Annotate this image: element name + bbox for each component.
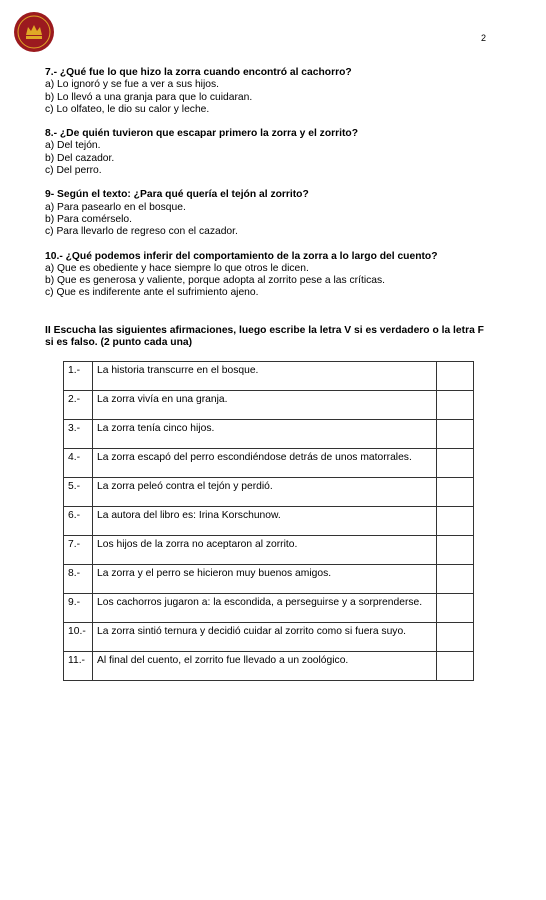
table-row: [64, 652, 474, 681]
option-c: c) Que es indiferente ante el sufrimiento ajeno.: [45, 287, 259, 299]
option-b: b) Que es generosa y valiente, porque adopta al zorrito pese a las críticas.: [45, 275, 385, 287]
answer-cell[interactable]: [437, 565, 474, 594]
option-c: c) Del perro.: [45, 165, 102, 177]
answer-cell[interactable]: [437, 391, 474, 420]
question-7: [45, 67, 495, 116]
table-row: [64, 478, 474, 507]
option-b: b) Del cazador.: [45, 152, 115, 164]
option-a: a) Lo ignoró y se fue a ver a sus hijos.: [45, 79, 219, 91]
option-b: b) Para comérselo.: [45, 213, 132, 225]
option-b: b) Lo llevó a una granja para que lo cuidaran.: [45, 91, 253, 103]
answer-cell[interactable]: [437, 623, 474, 652]
statement-number: 1.-: [64, 362, 93, 391]
statement-text: La zorra vivía en una granja.: [93, 391, 437, 420]
question-9: [45, 189, 495, 238]
statement-text: La zorra tenía cinco hijos.: [93, 420, 437, 449]
table-row: [64, 565, 474, 594]
statement-text: La zorra escapó del perro escondiéndose detrás de unos matorrales.: [93, 449, 437, 478]
statement-text: La zorra y el perro se hicieron muy buenos amigos.: [93, 565, 437, 594]
true-false-table: [63, 361, 474, 681]
table-row: [64, 420, 474, 449]
statement-number: 8.-: [64, 565, 93, 594]
statement-number: 4.-: [64, 449, 93, 478]
question-8: [45, 128, 495, 177]
statement-text: Los cachorros jugaron a: la escondida, a perseguirse y a sorprenderse.: [93, 594, 437, 623]
statement-text: La historia transcurre en el bosque.: [93, 362, 437, 391]
answer-cell[interactable]: [437, 594, 474, 623]
answer-cell[interactable]: [437, 362, 474, 391]
question-title: 7.- ¿Qué fue lo que hizo la zorra cuando encontró al cachorro?: [45, 67, 352, 78]
option-a: a) Del tejón.: [45, 140, 101, 152]
page-number: 2: [481, 33, 487, 43]
statement-number: 11.-: [64, 652, 93, 681]
table-row: [64, 536, 474, 565]
statement-number: 5.-: [64, 478, 93, 507]
question-title: 8.- ¿De quién tuvieron que escapar primero la zorra y el zorrito?: [45, 128, 358, 140]
school-logo: [13, 11, 55, 53]
answer-cell[interactable]: [437, 536, 474, 565]
answer-cell[interactable]: [437, 420, 474, 449]
option-c: c) Lo olfateo, le dio su calor y leche.: [45, 103, 210, 115]
statement-number: 6.-: [64, 507, 93, 536]
table-row: [64, 391, 474, 420]
table-row: [64, 449, 474, 478]
option-a: a) Que es obediente y hace siempre lo que otros le dicen.: [45, 262, 309, 274]
question-title: 9- Según el texto: ¿Para qué quería el tejón al zorrito?: [45, 189, 309, 201]
statement-number: 3.-: [64, 420, 93, 449]
statement-text: Al final del cuento, el zorrito fue llevado a un zoológico.: [93, 652, 437, 681]
section-ii-title: II Escucha las siguientes afirmaciones, luego escribe la letra V si es verdadero o la letra F si es falso. (2 punto cada una): [45, 324, 484, 349]
option-a: a) Para pasearlo en el bosque.: [45, 201, 186, 213]
answer-cell[interactable]: [437, 478, 474, 507]
answer-cell[interactable]: [437, 449, 474, 478]
statement-text: La zorra peleó contra el tejón y perdió.: [93, 478, 437, 507]
table-row: [64, 594, 474, 623]
table-row: [64, 507, 474, 536]
answer-cell[interactable]: [437, 652, 474, 681]
statement-number: 9.-: [64, 594, 93, 623]
answer-cell[interactable]: [437, 507, 474, 536]
statement-text: Los hijos de la zorra no aceptaron al zorrito.: [93, 536, 437, 565]
statement-text: La autora del libro es: Irina Korschunow.: [93, 507, 437, 536]
table-row: [64, 362, 474, 391]
option-c: c) Para llevarlo de regreso con el cazador.: [45, 226, 238, 238]
statement-text: La zorra sintió ternura y decidió cuidar al zorrito como si fuera suyo.: [93, 623, 437, 652]
table-row: [64, 623, 474, 652]
statement-number: 10.-: [64, 623, 93, 652]
question-10: [45, 251, 495, 300]
statement-number: 2.-: [64, 391, 93, 420]
statement-number: 7.-: [64, 536, 93, 565]
worksheet-content: [45, 67, 495, 350]
question-title: 10.- ¿Qué podemos inferir del comportamiento de la zorra a lo largo del cuento?: [45, 250, 438, 262]
